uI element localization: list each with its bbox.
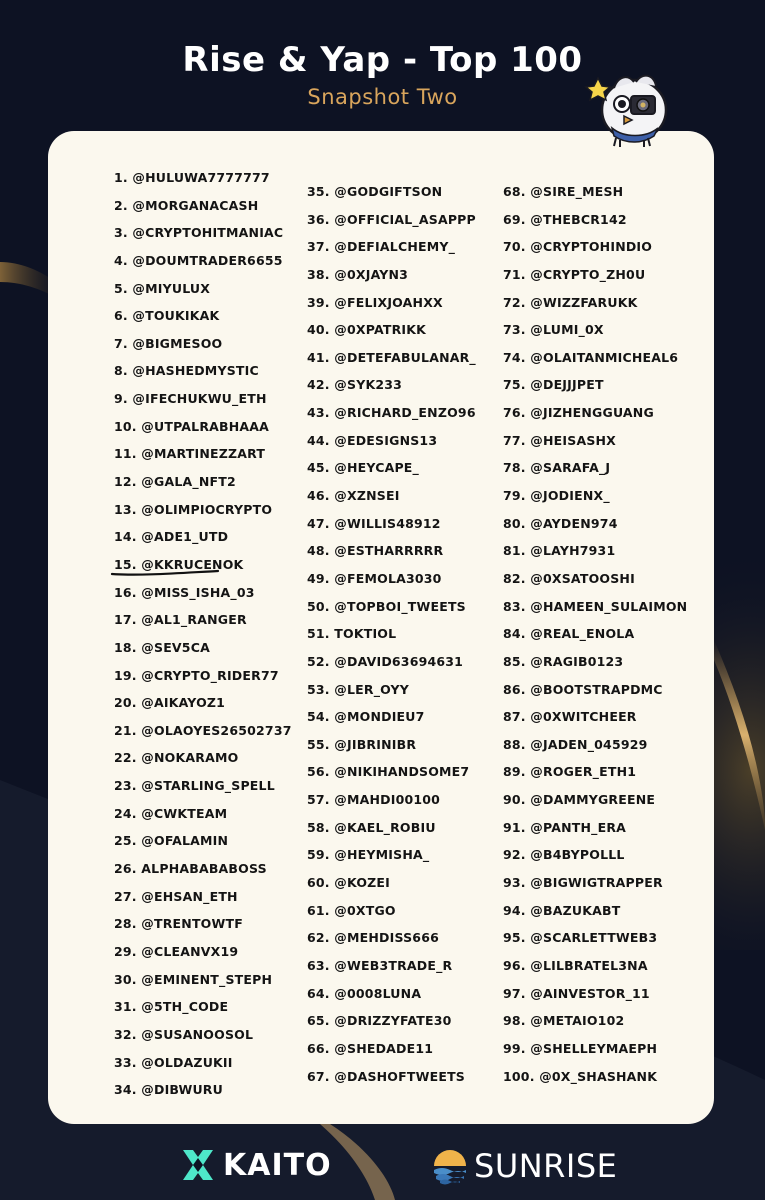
leaderboard-entry [503,841,687,869]
leaderboard-entry [503,565,687,593]
leaderboard-entry-text: 38. @0XJAYN3 [307,266,409,282]
leaderboard-entry [503,620,687,648]
leaderboard-entry-text: 27. @EHSAN_ETH [114,888,238,904]
page-subtitle: Snapshot Two [307,85,458,109]
leaderboard-entry [307,593,476,621]
leaderboard-entry [503,233,687,261]
leaderboard-entry-text: 15. @KKRUCENOK [114,556,244,572]
leaderboard-entry [503,924,687,952]
leaderboard-entry-text: 71. @CRYPTO_ZH0U [503,266,646,282]
leaderboard-entry-text: 51. TOKTIOL [307,626,397,642]
leaderboard-entry-text: 26. ALPHABABABOSS [114,861,267,877]
leaderboard-entry-text: 30. @EMINENT_STEPH [114,971,273,987]
leaderboard-entry [114,579,292,607]
leaderboard-entry [307,261,476,289]
leaderboard-entry [114,634,292,662]
leaderboard-entry-text: 76. @JIZHENGGUANG [503,405,654,421]
leaderboard-entry-text: 9. @IFECHUKWU_ETH [114,391,267,407]
leaderboard-entry-text: 99. @SHELLEYMAEPH [503,1040,658,1056]
leaderboard-entry-text: 20. @AIKAYOZ1 [114,695,226,711]
leaderboard-entry-text: 74. @OLAITANMICHEAL6 [503,349,679,365]
leaderboard-entry-text: 21. @OLAOYES26502737 [114,722,292,738]
leaderboard-entry-text: 80. @AYDEN974 [503,515,618,531]
leaderboard-entry-text: 48. @ESTHARRRRR [307,543,444,559]
leaderboard-entry-text: 22. @NOKARAMO [114,750,239,766]
leaderboard-entry-text: 78. @SARAFA_J [503,460,611,476]
leaderboard-entry-text: 69. @THEBCR142 [503,211,627,227]
leaderboard-entry-text: 43. @RICHARD_ENZO96 [307,405,476,421]
leaderboard-entry-text: 28. @TRENTOWTF [114,916,243,932]
leaderboard-entry-text: 58. @KAEL_ROBIU [307,819,436,835]
leaderboard-entry [503,1035,687,1063]
leaderboard-entry-text: 1. @HULUWA7777777 [114,170,270,185]
leaderboard-entry [114,164,292,192]
leaderboard-entry-text: 88. @JADEN_045929 [503,736,648,752]
leaderboard-entry [307,371,476,399]
leaderboard-entry-text: 59. @HEYMISHA_ [307,847,430,863]
leaderboard-entry-text: 17. @AL1_RANGER [114,612,247,628]
leaderboard-entry-text: 54. @MONDIEU7 [307,709,425,725]
leaderboard-entry-text: 10. @UTPALRABHAAA [114,418,270,434]
leaderboard-entry [307,427,476,455]
leaderboard-entry-text: 36. @OFFICIAL_ASAPPP [307,211,476,227]
leaderboard-entry [503,648,687,676]
leaderboard-entry [114,523,292,551]
leaderboard-entry [114,1076,292,1104]
leaderboard-entry-text: 7. @BIGMESOO [114,335,223,351]
sunrise-logo [430,1146,617,1186]
leaderboard-entry [307,731,476,759]
leaderboard-entry-text: 81. @LAYH7931 [503,543,616,559]
leaderboard-entry [114,938,292,966]
kaito-wordmark: KAITO [223,1147,332,1183]
leaderboard-entry [307,565,476,593]
leaderboard-entry [307,758,476,786]
leaderboard-entry-text: 96. @LILBRATEL3NA [503,957,648,973]
leaderboard-entry-text: 84. @REAL_ENOLA [503,626,635,642]
leaderboard-entry [114,468,292,496]
leaderboard-entry-text: 45. @HEYCAPE_ [307,460,419,476]
leaderboard-column-1 [114,164,292,1104]
kaito-x-icon [181,1148,215,1182]
kaito-logo [181,1147,332,1183]
leaderboard-entry [503,206,687,234]
leaderboard-entry-text: 8. @HASHEDMYSTIC [114,363,259,379]
leaderboard-entry-text: 16. @MISS_ISHA_03 [114,584,255,600]
leaderboard-entry-text: 50. @TOPBOI_TWEETS [307,598,466,614]
leaderboard-entry-text: 11. @MARTINEZZART [114,446,266,462]
leaderboard-entry [307,510,476,538]
leaderboard-entry-text: 49. @FEMOLA3030 [307,570,442,586]
leaderboard-entry [503,482,687,510]
leaderboard-entry-text: 35. @GODGIFTSON [307,184,443,199]
leaderboard-entry [114,993,292,1021]
leaderboard-entry [114,910,292,938]
leaderboard-entry-text: 37. @DEFIALCHEMY_ [307,239,456,255]
leaderboard-entry-text: 73. @LUMI_0X [503,322,604,338]
leaderboard-entry [503,758,687,786]
leaderboard-entry [503,814,687,842]
leaderboard-entry-text: 29. @CLEANVX19 [114,943,239,959]
leaderboard-entry [114,883,292,911]
leaderboard-entry [503,731,687,759]
leaderboard-entry [114,744,292,772]
leaderboard-entry-text: 2. @MORGANACASH [114,197,259,213]
leaderboard-entry [114,413,292,441]
leaderboard-entry [114,551,292,579]
leaderboard-entry [503,371,687,399]
leaderboard-entry [503,952,687,980]
leaderboard-entry [114,827,292,855]
leaderboard-entry-text: 89. @ROGER_ETH1 [503,764,637,780]
leaderboard-entry [114,385,292,413]
leaderboard-entry [307,786,476,814]
leaderboard-entry [114,302,292,330]
leaderboard-entry [307,814,476,842]
leaderboard-entry-text: 70. @CRYPTOHINDIO [503,239,653,255]
leaderboard-entry [307,482,476,510]
leaderboard-entry [503,344,687,372]
sunrise-sun-icon [430,1146,470,1186]
leaderboard-entry [503,897,687,925]
leaderboard-entry-text: 61. @0XTGO [307,902,396,918]
leaderboard-entry-text: 41. @DETEFABULANAR_ [307,349,476,365]
mascot-illustration [584,66,676,148]
leaderboard-entry [503,427,687,455]
leaderboard-entry [114,192,292,220]
leaderboard-entry-text: 98. @METAIO102 [503,1013,625,1029]
leaderboard-entry-text: 92. @B4BYPOLLL [503,847,625,863]
leaderboard-entry [114,606,292,634]
leaderboard-entry [307,924,476,952]
leaderboard-entry [503,178,687,206]
leaderboard-entry-text: 34. @DIBWURU [114,1082,223,1098]
sunrise-wordmark: SUNRISE [474,1147,618,1185]
leaderboard-entry [503,289,687,317]
leaderboard-entry-text: 42. @SYK233 [307,377,403,393]
leaderboard-entry-text: 24. @CWKTEAM [114,805,228,821]
leaderboard-entry-text: 39. @FELIXJOAHXX [307,294,443,310]
leaderboard-entry-text: 12. @GALA_NFT2 [114,474,236,490]
leaderboard-entry [503,869,687,897]
leaderboard-entry [503,676,687,704]
leaderboard-entry-text: 4. @DOUMTRADER6655 [114,252,283,268]
leaderboard-card [48,131,714,1124]
leaderboard-entry [503,1007,687,1035]
leaderboard-entry [114,275,292,303]
leaderboard-entry [503,261,687,289]
leaderboard-entry-text: 53. @LER_OYY [307,681,410,697]
leaderboard-entry [114,966,292,994]
leaderboard-entry [307,289,476,317]
leaderboard-entry-text: 6. @TOUKIKAK [114,308,220,324]
leaderboard-entry [503,510,687,538]
leaderboard-entry-text: 68. @SIRE_MESH [503,184,624,199]
leaderboard-entry [503,980,687,1008]
leaderboard-entry-text: 46. @XZNSEI [307,488,400,504]
leaderboard-entry [307,316,476,344]
leaderboard-entry-text: 44. @EDESIGNS13 [307,432,438,448]
leaderboard-entry [114,1021,292,1049]
leaderboard-entry-text: 66. @SHEDADE11 [307,1040,434,1056]
leaderboard-entry-text: 94. @BAZUKABT [503,902,621,918]
leaderboard-entry [114,800,292,828]
page-title: Rise & Yap - Top 100 [182,40,583,80]
leaderboard-entry-text: 60. @KOZEI [307,875,390,891]
footer-logos [0,1138,765,1198]
leaderboard-entry [307,841,476,869]
leaderboard-entry-text: 65. @DRIZZYFATE30 [307,1013,452,1029]
leaderboard-entry-text: 23. @STARLING_SPELL [114,778,275,794]
leaderboard-entry [307,703,476,731]
leaderboard-entry [114,357,292,385]
leaderboard-entry [503,703,687,731]
leaderboard-entry-text: 5. @MIYULUX [114,280,211,296]
leaderboard-entry-text: 3. @CRYPTOHITMANIAC [114,225,284,241]
leaderboard-entry [503,537,687,565]
leaderboard-entry-text: 25. @OFALAMIN [114,833,229,849]
leaderboard-entry [503,593,687,621]
leaderboard-entry [307,980,476,1008]
leaderboard-entry [307,1035,476,1063]
leaderboard-entry [307,897,476,925]
leaderboard-entry-text: 47. @WILLIS48912 [307,515,441,531]
leaderboard-entry-text: 13. @OLIMPIOCRYPTO [114,501,273,517]
leaderboard-entry [114,496,292,524]
leaderboard-entry-text: 83. @HAMEEN_SULAIMON [503,598,688,614]
leaderboard-entry [114,440,292,468]
leaderboard-entry [307,1007,476,1035]
leaderboard-entry-text: 14. @ADE1_UTD [114,529,229,545]
leaderboard-entry-text: 19. @CRYPTO_RIDER77 [114,667,279,683]
leaderboard-entry-text: 86. @BOOTSTRAPDMC [503,681,663,697]
leaderboard-entry-text: 95. @SCARLETTWEB3 [503,930,658,946]
leaderboard-entry-text: 40. @0XPATRIKK [307,322,427,338]
leaderboard-entry-text: 62. @MEHDISS666 [307,930,439,946]
leaderboard-entry [114,772,292,800]
leaderboard-entry [307,676,476,704]
leaderboard-entry [114,219,292,247]
leaderboard-entry [503,399,687,427]
leaderboard-entry [503,1063,687,1091]
leaderboard-entry [307,869,476,897]
leaderboard-entry-text: 91. @PANTH_ERA [503,819,627,835]
leaderboard-entry-text: 87. @0XWITCHEER [503,709,637,725]
leaderboard-entry [503,786,687,814]
leaderboard-entry-text: 57. @MAHDI00100 [307,792,441,808]
leaderboard-entry [114,855,292,883]
leaderboard-entry [307,178,476,206]
leaderboard-entry [307,648,476,676]
leaderboard-entry-text: 100. @0X_SHASHANK [503,1068,658,1084]
leaderboard-entry [114,717,292,745]
leaderboard-entry [307,454,476,482]
leaderboard-entry-text: 55. @JIBRINIBR [307,736,417,752]
leaderboard-entry-text: 52. @DAVID63694631 [307,653,464,669]
leaderboard-entry-text: 82. @0XSATOOSHI [503,570,635,586]
leaderboard-entry-text: 63. @WEB3TRADE_R [307,957,453,973]
leaderboard-entry [503,316,687,344]
leaderboard-entry [114,330,292,358]
leaderboard-entry [307,1063,476,1091]
leaderboard-entry [307,399,476,427]
leaderboard-entry-text: 72. @WIZZFARUKK [503,294,638,310]
leaderboard-entry [307,952,476,980]
leaderboard-entry-text: 93. @BIGWIGTRAPPER [503,875,663,891]
leaderboard-entry-text: 85. @RAGIB0123 [503,653,624,669]
leaderboard-entry [503,454,687,482]
leaderboard-entry-text: 67. @DASHOFTWEETS [307,1068,465,1084]
leaderboard-entry [307,344,476,372]
leaderboard-entry [114,1049,292,1077]
leaderboard-column-2 [307,178,476,1090]
leaderboard-entry-text: 90. @DAMMYGREENE [503,792,656,808]
leaderboard-entry-text: 31. @5TH_CODE [114,999,229,1015]
leaderboard-entry [307,206,476,234]
leaderboard-entry-text: 79. @JODIENX_ [503,488,610,504]
leaderboard-entry-text: 32. @SUSANOOSOL [114,1026,254,1042]
leaderboard-entry-text: 77. @HEISASHX [503,432,617,448]
leaderboard-entry-text: 64. @0008LUNA [307,985,422,1001]
leaderboard-entry [114,662,292,690]
leaderboard-entry-text: 75. @DEJJJPET [503,377,604,393]
leaderboard-entry [114,247,292,275]
leaderboard-entry [307,620,476,648]
leaderboard-entry [307,233,476,261]
leaderboard-column-3 [503,178,687,1090]
leaderboard-entry-text: 33. @OLDAZUKII [114,1054,233,1070]
leaderboard-entry-text: 97. @AINVESTOR_11 [503,985,650,1001]
leaderboard-entry [114,689,292,717]
leaderboard-entry-text: 18. @SEV5CA [114,639,210,655]
leaderboard-entry [307,537,476,565]
leaderboard-entry-text: 56. @NIKIHANDSOME7 [307,764,470,780]
